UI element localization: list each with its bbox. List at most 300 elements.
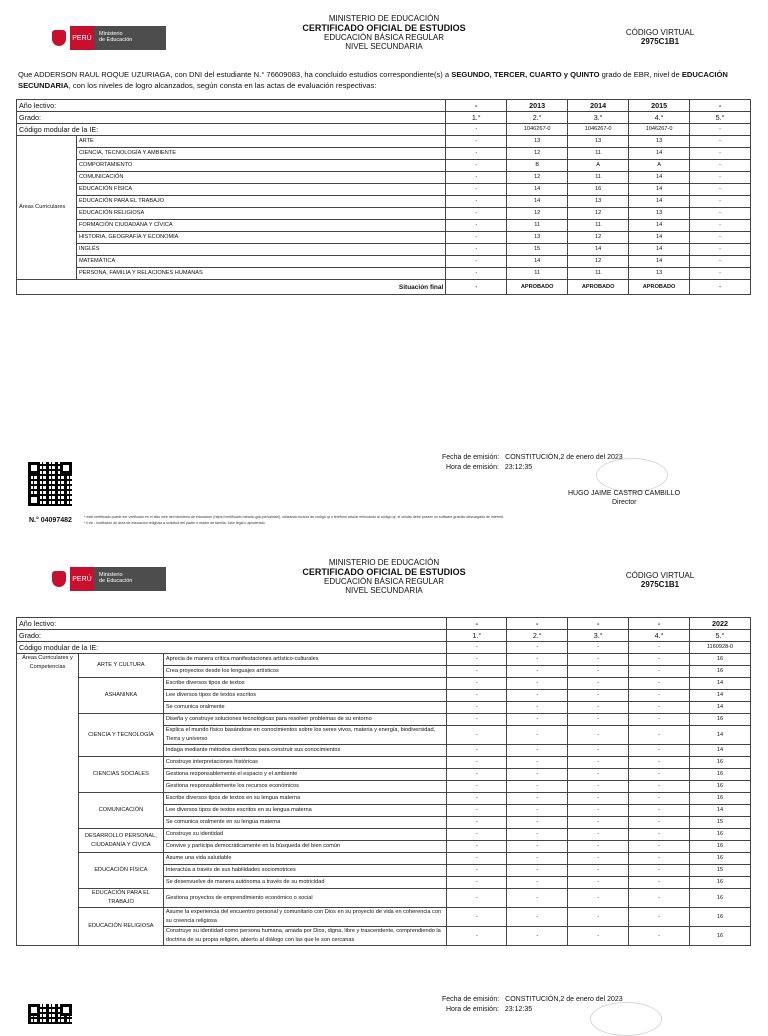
education-level-2: NIVEL SECUNDARIA bbox=[345, 586, 423, 595]
row-label: Año lectivo: bbox=[17, 100, 446, 112]
table-cell: - bbox=[446, 100, 507, 112]
education-type: EDUCACIÓN BÁSICA REGULAR bbox=[323, 33, 445, 42]
grade-value: - bbox=[446, 172, 507, 184]
grade-value: - bbox=[447, 769, 507, 781]
ministry-logo-2 bbox=[48, 567, 166, 591]
grade-value: - bbox=[507, 702, 568, 714]
grade-value: - bbox=[446, 244, 507, 256]
grade-value: 11 bbox=[568, 268, 629, 280]
grade-value: - bbox=[507, 714, 568, 726]
grade-value: 14 bbox=[507, 196, 568, 208]
intro-text-3: , con los niveles de logro alcanzados, según consta en las actas de evaluación respectivas: bbox=[68, 80, 377, 90]
issue-date-value-2: CONSTITUCIÓN,2 de enero del 2023 bbox=[505, 996, 623, 1003]
grade-value: 11 bbox=[568, 172, 629, 184]
grade-value: - bbox=[507, 927, 568, 946]
issue-time-value-2: 23:12:35 bbox=[504, 1006, 533, 1013]
table-row bbox=[17, 124, 751, 136]
grade-value: - bbox=[629, 908, 690, 927]
area-name: HISTORIA, GEOGRAFÍA Y ECONOMÍA bbox=[76, 232, 445, 244]
certificate-number: N.° 04097482 bbox=[29, 517, 72, 524]
competency: Lee diversos tipos de textos escritos en su lengua materna bbox=[163, 805, 447, 817]
grade-value: - bbox=[568, 757, 629, 769]
virtual-code-label-2: CÓDIGO VIRTUAL bbox=[625, 571, 695, 580]
intro-text-2: grado de EBR, nivel de bbox=[599, 70, 682, 79]
competency: Gestiona proyectos de emprendimiento económico o social bbox=[163, 889, 447, 908]
grade-value: - bbox=[690, 244, 751, 256]
grade-value: - bbox=[568, 666, 629, 678]
table-cell: 1.° bbox=[447, 630, 507, 642]
table-cell: 4.° bbox=[629, 630, 690, 642]
grade-value: - bbox=[447, 817, 507, 829]
row-label: Año lectivo: bbox=[17, 618, 447, 630]
grade-value: - bbox=[568, 726, 629, 745]
virtual-code-value-2: 2975C1B1 bbox=[640, 580, 680, 589]
area-name: EDUCACIÓN FÍSICA bbox=[76, 184, 445, 196]
grade-value: - bbox=[447, 702, 507, 714]
grade-value: 14 bbox=[507, 256, 568, 268]
grade-value: 16 bbox=[689, 714, 750, 726]
competency: Gestiona responsablemente los recursos económicos bbox=[163, 781, 447, 793]
grade-value: - bbox=[568, 817, 629, 829]
table-cell: - bbox=[446, 124, 507, 136]
grade-value: 12 bbox=[507, 148, 568, 160]
grade-value: 16 bbox=[689, 927, 750, 946]
grade-value: - bbox=[447, 714, 507, 726]
intro-paragraph bbox=[18, 70, 753, 91]
certificate-title: CERTIFICADO OFICIAL DE ESTUDIOS bbox=[302, 23, 466, 33]
table-cell: - bbox=[447, 618, 507, 630]
grade-value: - bbox=[507, 666, 568, 678]
grade-value: - bbox=[446, 208, 507, 220]
competency: Indaga mediante métodos científicos para construir sus conocimientos bbox=[163, 745, 447, 757]
table-row bbox=[17, 100, 751, 112]
grade-value: - bbox=[629, 714, 690, 726]
grade-value: 14 bbox=[689, 690, 750, 702]
grade-value: 11 bbox=[507, 220, 568, 232]
grade-value: - bbox=[507, 865, 568, 877]
grade-value: - bbox=[568, 702, 629, 714]
final-status-value: APROBADO bbox=[507, 280, 568, 295]
grade-value: - bbox=[568, 805, 629, 817]
grade-value: - bbox=[447, 877, 507, 889]
table-row bbox=[17, 172, 751, 184]
table-cell: - bbox=[447, 642, 507, 654]
grade-value: - bbox=[446, 184, 507, 196]
grade-value: - bbox=[629, 769, 690, 781]
table-cell: 2015 bbox=[629, 100, 690, 112]
table-row bbox=[17, 160, 751, 172]
grade-value: 12 bbox=[507, 172, 568, 184]
grade-value: 14 bbox=[629, 220, 690, 232]
grade-value: 14 bbox=[689, 805, 750, 817]
competency: Se comunica oralmente en su lengua materna bbox=[163, 817, 447, 829]
grade-value: - bbox=[507, 877, 568, 889]
table-cell: 4.° bbox=[629, 112, 690, 124]
religion-note: * ii.ee.: Institución de área de educación religiosa a solicitud del padre o madre de familia, tutor legal o apoderado. bbox=[84, 521, 266, 525]
grade-value: 14 bbox=[629, 256, 690, 268]
qr-code-icon bbox=[28, 462, 72, 506]
education-type-2: EDUCACIÓN BÁSICA REGULAR bbox=[323, 577, 445, 586]
grade-value: - bbox=[629, 666, 690, 678]
grade-value: - bbox=[446, 148, 507, 160]
grade-value: - bbox=[447, 927, 507, 946]
grade-value: - bbox=[447, 805, 507, 817]
area-name: CIENCIAS SOCIALES bbox=[78, 757, 163, 793]
grade-value: 16 bbox=[689, 781, 750, 793]
competency: Asume una vida saludable bbox=[163, 853, 447, 865]
grade-value: 14 bbox=[629, 196, 690, 208]
table-row bbox=[17, 208, 751, 220]
grade-value: - bbox=[507, 678, 568, 690]
table-cell: 1160928-0 bbox=[689, 642, 750, 654]
competency: Diseña y construye soluciones tecnológicas para resolver problemas de su entorno bbox=[163, 714, 447, 726]
grade-value: - bbox=[629, 877, 690, 889]
grade-value: - bbox=[507, 805, 568, 817]
grade-value: - bbox=[447, 690, 507, 702]
verification-note: * este certificado puede ser verificado en el sitio web del ministerio de educación (https://certificado.minedu.gob.pe/validar/), utilizando lectora de código qr o teléfono celular enfocando al código qr. el celular debe poseer un software gratuito descargado de internet. bbox=[84, 515, 505, 519]
grade-value: 16 bbox=[689, 877, 750, 889]
grade-value: 16 bbox=[689, 654, 750, 666]
grade-value: - bbox=[629, 927, 690, 946]
area-name: EDUCACIÓN RELIGIOSA bbox=[76, 208, 445, 220]
competency: Construye interpretaciones históricas bbox=[163, 757, 447, 769]
table-cell: 1046267-0 bbox=[507, 124, 568, 136]
official-stamp-icon bbox=[596, 458, 668, 492]
official-stamp-icon-2 bbox=[590, 1002, 662, 1036]
grades-table-2 bbox=[16, 617, 751, 946]
area-name: COMUNICACIÓN bbox=[78, 793, 163, 829]
competency: Crea proyectos desde los lenguajes artísticos bbox=[163, 666, 447, 678]
grade-value: 14 bbox=[629, 232, 690, 244]
table-cell: - bbox=[690, 100, 751, 112]
grade-value: - bbox=[447, 889, 507, 908]
table-row bbox=[17, 220, 751, 232]
table-cell: 2014 bbox=[568, 100, 629, 112]
grade-value: - bbox=[690, 256, 751, 268]
table-cell: 1.° bbox=[446, 112, 507, 124]
grade-value: - bbox=[690, 160, 751, 172]
table-row bbox=[17, 889, 751, 908]
competency: Escribe diversos tipos de textos en su lengua materna bbox=[163, 793, 447, 805]
table-cell: 1046267-0 bbox=[629, 124, 690, 136]
grade-value: - bbox=[446, 196, 507, 208]
grade-value: 13 bbox=[568, 196, 629, 208]
area-name: ARTE bbox=[76, 136, 445, 148]
grade-value: 15 bbox=[507, 244, 568, 256]
issue-date-label: Fecha de emisión: bbox=[442, 454, 500, 461]
grade-value: - bbox=[446, 220, 507, 232]
grade-value: - bbox=[447, 745, 507, 757]
grade-value: 14 bbox=[629, 184, 690, 196]
final-status-row bbox=[17, 280, 751, 295]
grade-value: - bbox=[507, 757, 568, 769]
grade-value: - bbox=[447, 865, 507, 877]
education-level: NIVEL SECUNDARIA bbox=[345, 42, 423, 51]
grade-value: - bbox=[629, 841, 690, 853]
table-row bbox=[17, 256, 751, 268]
area-name: MATEMÁTICA bbox=[76, 256, 445, 268]
table-cell: - bbox=[507, 618, 568, 630]
grade-value: - bbox=[629, 690, 690, 702]
table-row bbox=[17, 196, 751, 208]
table-row bbox=[17, 244, 751, 256]
virtual-code-value: 2975C1B1 bbox=[640, 37, 680, 46]
grade-value: 14 bbox=[689, 678, 750, 690]
areas-label: Áreas Curriculares bbox=[17, 136, 77, 280]
issue-time-label-2: Hora de emisión: bbox=[446, 1006, 499, 1013]
grade-value: 16 bbox=[568, 184, 629, 196]
table-row bbox=[17, 148, 751, 160]
ministry-name-2: MINISTERIO DE EDUCACIÓN bbox=[328, 558, 440, 567]
table-row bbox=[17, 654, 751, 666]
grade-value: 15 bbox=[689, 865, 750, 877]
table-cell: - bbox=[507, 642, 568, 654]
table-row bbox=[17, 642, 751, 654]
grade-value: 12 bbox=[568, 232, 629, 244]
grade-value: 13 bbox=[629, 268, 690, 280]
grade-value: 14 bbox=[629, 244, 690, 256]
grade-value: - bbox=[447, 654, 507, 666]
grade-value: - bbox=[568, 678, 629, 690]
grade-value: - bbox=[568, 865, 629, 877]
intro-grades: SEGUNDO, TERCER, CUARTO y QUINTO bbox=[451, 70, 600, 79]
issue-date-value: CONSTITUCIÓN,2 de enero del 2023 bbox=[505, 454, 623, 461]
grade-value: 12 bbox=[568, 256, 629, 268]
table-cell: 2022 bbox=[689, 618, 750, 630]
grade-value: - bbox=[568, 841, 629, 853]
final-status-value: APROBADO bbox=[568, 280, 629, 295]
grade-value: - bbox=[568, 690, 629, 702]
grade-value: 13 bbox=[568, 136, 629, 148]
area-name: ARTE Y CULTURA bbox=[78, 654, 163, 678]
table-row bbox=[17, 112, 751, 124]
grade-value: - bbox=[507, 817, 568, 829]
table-cell: - bbox=[629, 618, 690, 630]
row-label: Código modular de la IE: bbox=[17, 124, 446, 136]
table-cell: - bbox=[690, 124, 751, 136]
grade-value: - bbox=[629, 781, 690, 793]
competency: Interactúa a través de sus habilidades sociomotrices bbox=[163, 865, 447, 877]
table-cell: 3.° bbox=[568, 630, 629, 642]
table-row bbox=[17, 268, 751, 280]
grade-value: 16 bbox=[689, 829, 750, 841]
grade-value: - bbox=[690, 148, 751, 160]
grade-value: - bbox=[629, 757, 690, 769]
page1-header bbox=[234, 14, 534, 51]
grade-value: - bbox=[629, 865, 690, 877]
grade-value: 16 bbox=[689, 757, 750, 769]
issue-date-2 bbox=[442, 996, 623, 1003]
intro-level: EDUCACIÓN SECUNDARIA bbox=[18, 70, 728, 90]
ministry-name: MINISTERIO DE EDUCACIÓN bbox=[328, 14, 440, 23]
area-name: EDUCACIÓN PARA EL TRABAJO bbox=[76, 196, 445, 208]
issue-time-label: Hora de emisión: bbox=[446, 464, 499, 471]
grade-value: - bbox=[447, 678, 507, 690]
table-cell: 2.° bbox=[507, 630, 568, 642]
competency: Explica el mundo físico basándose en conocimientos sobre los seres vivos, materia y energía, biodiversidad, Tierra y universo bbox=[163, 726, 447, 745]
grade-value: - bbox=[568, 654, 629, 666]
issue-time-2 bbox=[446, 1006, 532, 1013]
final-status-value: - bbox=[690, 280, 751, 295]
competency: Construye su identidad bbox=[163, 829, 447, 841]
grade-value: - bbox=[507, 829, 568, 841]
grade-value: 16 bbox=[689, 853, 750, 865]
table-row bbox=[17, 618, 751, 630]
grade-value: - bbox=[690, 172, 751, 184]
area-name: DESARROLLO PERSONAL, CIUDADANÍA Y CÍVICA bbox=[78, 829, 163, 853]
table-cell: - bbox=[568, 618, 629, 630]
area-name: EDUCACIÓN PARA EL TRABAJO bbox=[78, 889, 163, 908]
grade-value: 16 bbox=[689, 889, 750, 908]
grade-value: - bbox=[568, 908, 629, 927]
grade-value: - bbox=[507, 853, 568, 865]
competency: Se desenvuelve de manera autónoma a través de su motricidad bbox=[163, 877, 447, 889]
grade-value: - bbox=[629, 726, 690, 745]
grade-value: - bbox=[447, 853, 507, 865]
grade-value: - bbox=[690, 232, 751, 244]
table-cell: 3.° bbox=[568, 112, 629, 124]
grade-value: - bbox=[629, 829, 690, 841]
grade-value: - bbox=[629, 853, 690, 865]
logo-peru-text: PERÚ bbox=[70, 26, 94, 50]
table-cell: - bbox=[629, 642, 690, 654]
table-row bbox=[17, 136, 751, 148]
page2-header bbox=[234, 558, 534, 595]
logo-ministry-text: Ministerio de Educación bbox=[94, 26, 166, 50]
grade-value: - bbox=[629, 817, 690, 829]
grade-value: - bbox=[629, 805, 690, 817]
certificate-title-2: CERTIFICADO OFICIAL DE ESTUDIOS bbox=[302, 567, 466, 577]
grade-value: - bbox=[507, 793, 568, 805]
grade-value: A bbox=[629, 160, 690, 172]
grades-table-1 bbox=[16, 99, 751, 295]
area-name: EDUCACIÓN FÍSICA bbox=[78, 853, 163, 889]
table-row bbox=[17, 678, 751, 690]
grade-value: 14 bbox=[568, 244, 629, 256]
row-label: Código modular de la IE: bbox=[17, 642, 447, 654]
grade-value: - bbox=[568, 853, 629, 865]
table-cell: - bbox=[568, 642, 629, 654]
director-role: Director bbox=[612, 499, 637, 506]
grade-value: - bbox=[629, 745, 690, 757]
table-row bbox=[17, 630, 751, 642]
table-row bbox=[17, 184, 751, 196]
grade-value: - bbox=[568, 889, 629, 908]
table-row bbox=[17, 853, 751, 865]
issue-time bbox=[446, 464, 532, 471]
grade-value: - bbox=[568, 877, 629, 889]
grade-value: - bbox=[568, 927, 629, 946]
table-cell: 5.° bbox=[690, 112, 751, 124]
virtual-code bbox=[605, 28, 715, 46]
grade-value: 13 bbox=[629, 208, 690, 220]
logo-ministry-text: Ministerio de Educación bbox=[94, 567, 166, 591]
table-row bbox=[17, 232, 751, 244]
grade-value: - bbox=[629, 889, 690, 908]
grade-value: - bbox=[507, 908, 568, 927]
area-name: PERSONA, FAMILIA Y RELACIONES HUMANAS bbox=[76, 268, 445, 280]
grade-value: - bbox=[568, 829, 629, 841]
virtual-code-label: CÓDIGO VIRTUAL bbox=[625, 28, 695, 37]
row-label: Grado: bbox=[17, 112, 446, 124]
grade-value: - bbox=[690, 268, 751, 280]
competency: Se comunica oralmente bbox=[163, 702, 447, 714]
grade-value: - bbox=[629, 678, 690, 690]
grade-value: 14 bbox=[689, 726, 750, 745]
table-cell: 5.° bbox=[689, 630, 750, 642]
grade-value: - bbox=[568, 781, 629, 793]
final-status-value: - bbox=[446, 280, 507, 295]
final-status-label: Situación final bbox=[17, 280, 446, 295]
grade-value: 16 bbox=[689, 666, 750, 678]
grade-value: A bbox=[568, 160, 629, 172]
grade-value: 14 bbox=[629, 172, 690, 184]
grade-value: - bbox=[507, 726, 568, 745]
issue-date bbox=[442, 454, 623, 461]
table-row bbox=[17, 757, 751, 769]
issue-time-value: 23:12:35 bbox=[504, 464, 533, 471]
director-name: HUGO JAIME CASTRO CAMBILLO bbox=[568, 490, 681, 497]
area-name: COMUNICACIÓN bbox=[76, 172, 445, 184]
area-name: ASHANINKA bbox=[78, 678, 163, 714]
table-cell: 2013 bbox=[507, 100, 568, 112]
grade-value: 11 bbox=[507, 268, 568, 280]
grade-value: 15 bbox=[689, 817, 750, 829]
grade-value: - bbox=[447, 793, 507, 805]
grade-value: - bbox=[447, 908, 507, 927]
table-cell: 2.° bbox=[507, 112, 568, 124]
competency: Aprecia de manera crítica manifestaciones artístico-culturales bbox=[163, 654, 447, 666]
grade-value: - bbox=[629, 702, 690, 714]
grade-value: 11 bbox=[568, 220, 629, 232]
grade-value: - bbox=[447, 726, 507, 745]
grade-value: 13 bbox=[507, 136, 568, 148]
area-name: COMPORTAMIENTO bbox=[76, 160, 445, 172]
row-label: Grado: bbox=[17, 630, 447, 642]
grade-value: - bbox=[507, 781, 568, 793]
issue-date-label-2: Fecha de emisión: bbox=[442, 996, 500, 1003]
grade-value: - bbox=[690, 136, 751, 148]
grade-value: - bbox=[507, 889, 568, 908]
grade-value: - bbox=[447, 666, 507, 678]
table-row bbox=[17, 908, 751, 927]
grade-value: 12 bbox=[568, 208, 629, 220]
grade-value: - bbox=[446, 232, 507, 244]
peru-shield-icon bbox=[48, 26, 70, 50]
final-status-value: APROBADO bbox=[629, 280, 690, 295]
grade-value: - bbox=[690, 220, 751, 232]
competency: Convive y participa democráticamente en la búsqueda del bien común bbox=[163, 841, 447, 853]
logo-peru-text: PERÚ bbox=[70, 567, 94, 591]
grade-value: 14 bbox=[689, 745, 750, 757]
grade-value: - bbox=[507, 654, 568, 666]
competency: Escribe diversos tipos de textos bbox=[163, 678, 447, 690]
grade-value: 11 bbox=[568, 148, 629, 160]
grade-value: - bbox=[447, 829, 507, 841]
table-cell: 1046267-0 bbox=[568, 124, 629, 136]
grade-value: - bbox=[690, 208, 751, 220]
grade-value: - bbox=[568, 793, 629, 805]
grade-value: 16 bbox=[689, 841, 750, 853]
grade-value: - bbox=[446, 256, 507, 268]
grade-value: - bbox=[568, 769, 629, 781]
ministry-logo bbox=[48, 26, 166, 50]
grade-value: 14 bbox=[507, 184, 568, 196]
grade-value: - bbox=[507, 841, 568, 853]
competency: Lee diversos tipos de textos escritos bbox=[163, 690, 447, 702]
area-name: CIENCIA Y TECNOLOGÍA bbox=[78, 714, 163, 757]
peru-shield-icon bbox=[48, 567, 70, 591]
